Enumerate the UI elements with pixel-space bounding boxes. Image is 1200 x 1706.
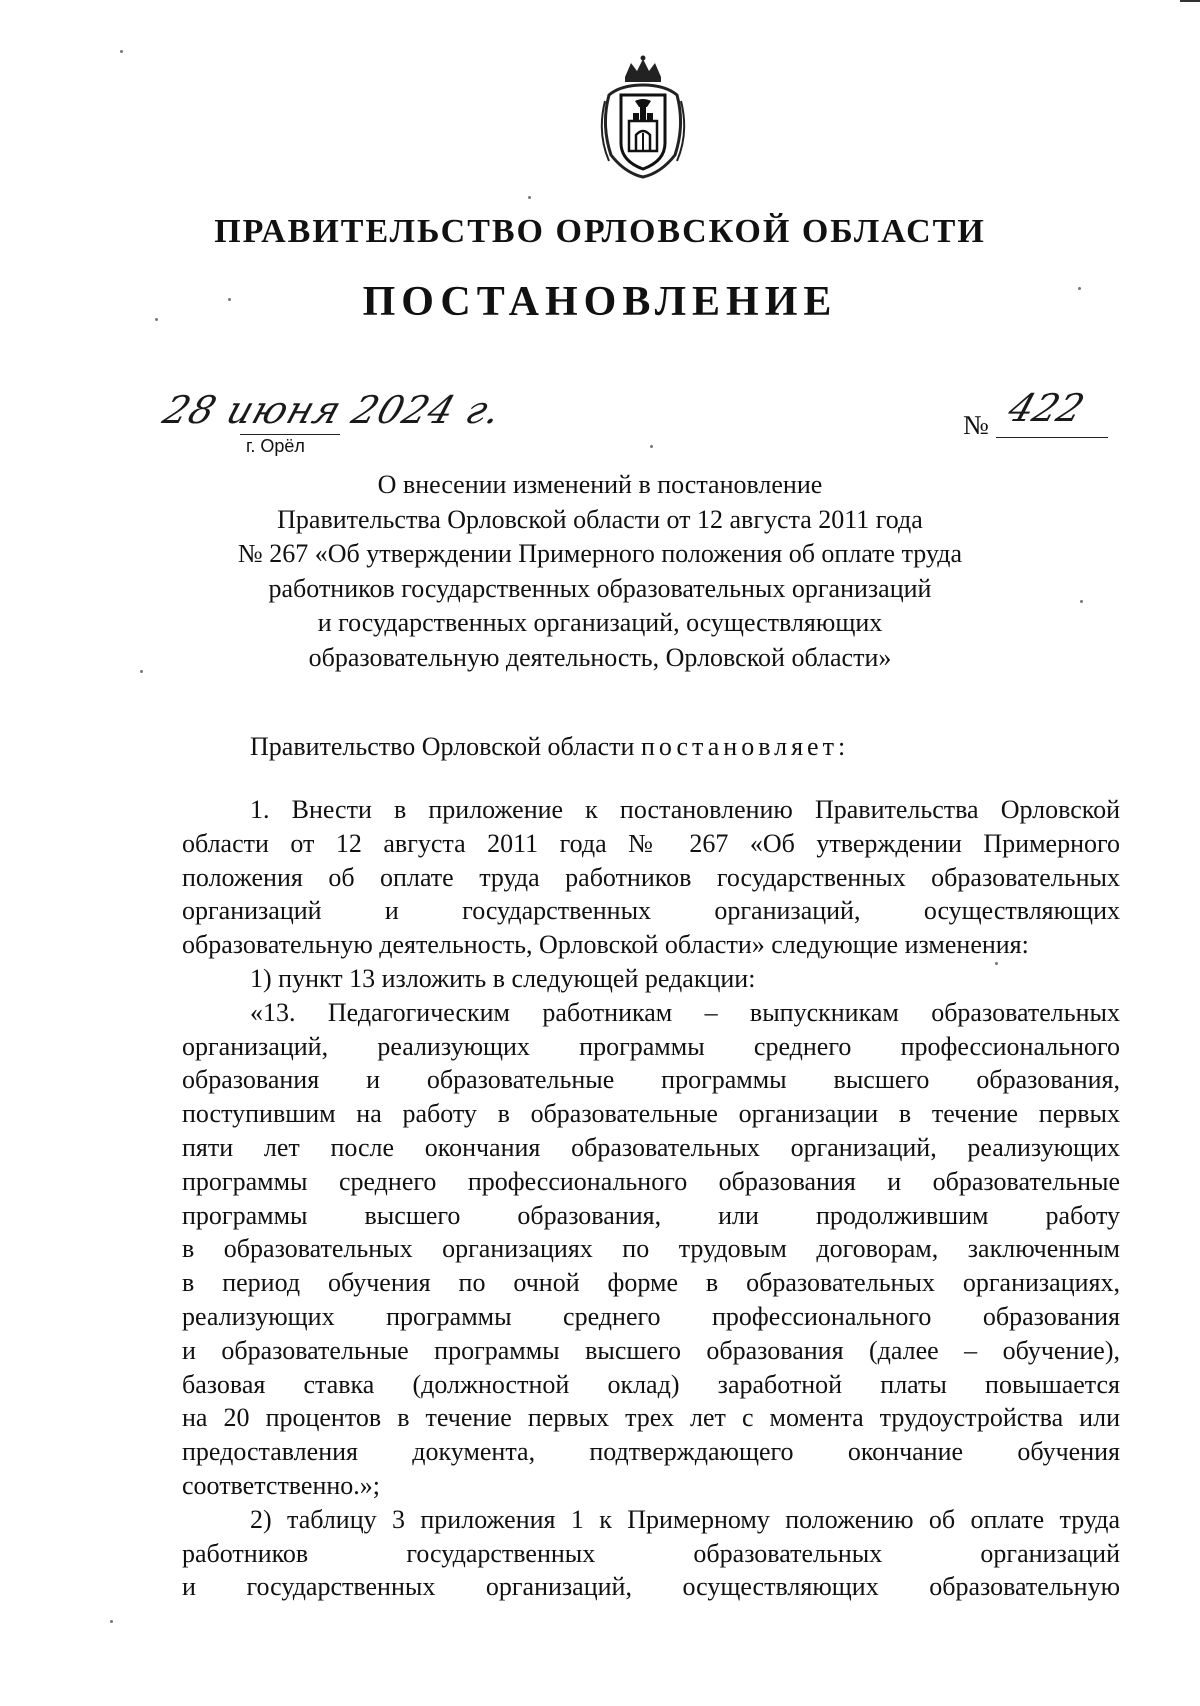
number-sign: № <box>963 410 989 440</box>
subject-line: работников государственных образовательных организаций <box>268 573 932 603</box>
scan-speck <box>140 670 143 673</box>
document-body <box>182 793 1120 1604</box>
body-line: образования и образовательные программы высшего образования, <box>182 1065 1120 1095</box>
subject-line: О внесении изменений в постановление <box>377 470 823 499</box>
body-line: «13. Педагогическим работникам – выпускникам образовательных <box>250 997 1120 1027</box>
scan-speck <box>1078 287 1081 290</box>
subject-line: № 267 «Об утверждении Примерного положения об оплате труда <box>237 539 963 568</box>
number-underline <box>996 437 1108 438</box>
coat-of-arms-emblem <box>595 55 691 180</box>
subject-line: и государственных организаций, осуществляющих <box>317 608 883 637</box>
scan-edge-mark <box>1180 0 1200 2</box>
body-line: образовательную деятельность, Орловской области» следующие изменения: <box>182 930 1029 960</box>
body-line: области от 12 августа 2011 года № 267 «Об утверждении Примерного <box>182 828 1120 858</box>
handwritten-date: 28 июня 2024 г. <box>157 388 508 432</box>
body-line: и государственных организаций, осуществляющих образовательную <box>182 1572 1120 1602</box>
body-line: программы среднего профессионального образования и образовательные <box>182 1166 1120 1196</box>
scan-speck <box>650 445 653 448</box>
body-line: в образовательных организациях по трудовым договорам, заключенным <box>182 1234 1120 1264</box>
scan-speck <box>228 298 231 301</box>
preamble-prefix: Правительство Орловской области <box>250 732 635 761</box>
body-line: реализующих программы среднего профессионального образования <box>182 1301 1120 1331</box>
body-line: программы высшего образования, или продолжившим работу <box>182 1200 1120 1230</box>
body-line: работников государственных образовательных организаций <box>182 1538 1120 1568</box>
scan-speck <box>155 318 158 321</box>
scan-speck <box>120 50 123 53</box>
body-line: соответственно.»; <box>182 1470 381 1500</box>
subject-line: образовательную деятельность, Орловской области» <box>308 642 892 672</box>
preamble <box>250 732 849 762</box>
body-line: организаций, реализующих программы среднего профессионального <box>182 1031 1120 1061</box>
body-line: и образовательные программы высшего образования (далее – обучение), <box>182 1335 1120 1365</box>
preamble-verb: постановляет: <box>640 732 850 761</box>
body-line: на 20 процентов в течение первых трех лет с момента трудоустройства или <box>182 1403 1120 1433</box>
scan-speck <box>1080 600 1083 603</box>
scan-speck <box>995 962 998 965</box>
scan-speck <box>528 196 531 199</box>
city-label: г. Орёл <box>246 436 305 456</box>
body-line: в период обучения по очной форме в образовательных организациях, <box>182 1268 1120 1298</box>
body-line: поступившим на работу в образовательные организации в течение первых <box>182 1099 1120 1129</box>
handwritten-number: 422 <box>1002 386 1090 430</box>
scan-speck <box>110 1620 113 1623</box>
document-type-title: ПОСТАНОВЛЕНИЕ <box>362 279 838 325</box>
government-title: ПРАВИТЕЛЬСТВО ОРЛОВСКОЙ ОБЛАСТИ <box>214 213 986 250</box>
date-underline <box>240 434 340 435</box>
body-line: 2) таблицу 3 приложения 1 к Примерному положению об оплате труда <box>250 1504 1120 1534</box>
body-line: пяти лет после окончания образовательных организаций, реализующих <box>182 1132 1120 1162</box>
body-line: базовая ставка (должностной оклад) заработной платы повышается <box>182 1369 1120 1399</box>
body-line: предоставления документа, подтверждающего окончание обучения <box>182 1437 1120 1467</box>
body-line: положения об оплате труда работников государственных образовательных <box>182 862 1120 892</box>
body-line: 1) пункт 13 изложить в следующей редакции: <box>250 963 756 993</box>
body-line: 1. Внести в приложение к постановлению Правительства Орловской <box>250 795 1120 824</box>
document-subject <box>180 468 1020 675</box>
body-line: организаций и государственных организаций, осуществляющих <box>182 896 1120 926</box>
subject-line: Правительства Орловской области от 12 августа 2011 года <box>277 504 923 534</box>
